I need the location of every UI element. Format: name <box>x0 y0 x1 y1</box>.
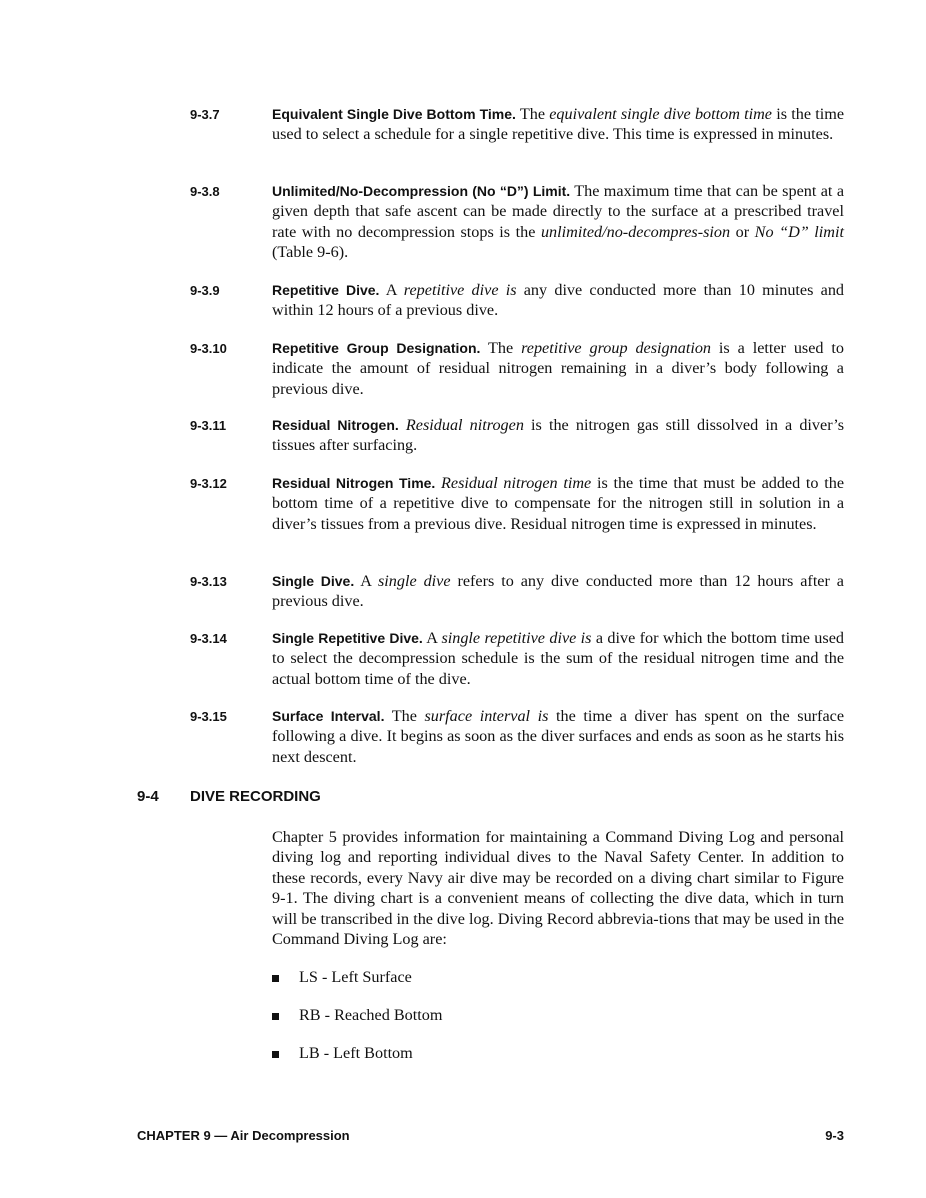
square-bullet-icon <box>272 975 279 982</box>
definition-term: Residual Nitrogen. <box>272 417 399 433</box>
definition-text <box>272 181 844 263</box>
list-item-text: LS - Left Surface <box>299 968 412 986</box>
text-segment: The maximum time that can be spent at a given depth that safe ascent can be made directly to the surface at a prescribed travel rate with no decompression stops is the <box>272 182 844 241</box>
definition-term: Repetitive Dive. <box>272 282 380 298</box>
text-segment: refers to any dive conducted more than 12 hours after a previous dive. <box>272 572 844 611</box>
text-segment: any dive conducted more than 10 minutes and within 12 hours of a previous dive. <box>272 281 845 320</box>
definition-number: 9-3.15 <box>190 709 227 724</box>
text-segment: A <box>379 281 404 299</box>
text-segment: The <box>515 105 550 123</box>
footer-page-number: 9-3 <box>825 1128 844 1143</box>
definition-number: 9-3.8 <box>190 184 220 199</box>
text-segment: is the time used to select a schedule for a single repetitive dive. This time is expressed in minutes. <box>272 105 844 144</box>
italic-term: equivalent single dive bottom time <box>549 105 772 123</box>
definition-term: Equivalent Single Dive Bottom Time. <box>272 106 516 122</box>
definition-term: Residual Nitrogen Time. <box>272 475 436 491</box>
definition-text <box>272 415 844 456</box>
definition-text <box>272 338 844 399</box>
italic-term: single dive <box>377 572 451 590</box>
section-title: DIVE RECORDING <box>190 788 321 805</box>
definition-number: 9-3.14 <box>190 631 227 646</box>
text-segment: is the nitrogen gas still dissolved in a diver’s tissues after surfacing. <box>272 416 844 455</box>
definition-number: 9-3.12 <box>190 476 227 491</box>
definition-number: 9-3.9 <box>190 283 220 298</box>
square-bullet-icon <box>272 1051 279 1058</box>
footer-chapter-title: CHAPTER 9 — Air Decompression <box>137 1128 350 1143</box>
section-number: 9-4 <box>137 788 159 805</box>
definition-number: 9-3.13 <box>190 574 227 589</box>
text-segment: The <box>384 707 425 725</box>
list-item-text: LB - Left Bottom <box>299 1044 413 1062</box>
italic-term: repetitive dive is <box>403 281 517 299</box>
text-segment: A <box>422 629 442 647</box>
definition-term: Unlimited/No-Decompression (No “D”) Limit. <box>272 183 571 199</box>
definition-term: Single Dive. <box>272 573 355 589</box>
text-segment: The <box>480 339 522 357</box>
square-bullet-icon <box>272 1013 279 1020</box>
definition-number: 9-3.11 <box>190 418 227 433</box>
definition-number: 9-3.10 <box>190 341 227 356</box>
text-segment: is the time that must be added to the bottom time of a repetitive dive to compensate for the nitrogen still in solution in a diver’s tissues from a previous dive. Residual nitrogen time is expressed in minutes. <box>272 474 844 533</box>
text-segment: A <box>354 572 378 590</box>
italic-term: Residual nitrogen <box>405 416 524 434</box>
section-paragraph: Chapter 5 provides information for maintaining a Command Diving Log and personal diving log and reporting individual dives to the Naval Safety Center. In addition to these records, every Navy air dive may be recorded on a diving chart similar to Figure 9-1. The diving chart is a convenient means of collecting the dive data, which in turn will be transcribed in the dive log. Diving Record abbrevia-tions that may be used in the Command Diving Log are: <box>272 828 844 949</box>
definition-text <box>272 706 844 767</box>
italic-term: single repetitive dive is <box>441 629 592 647</box>
italic-term: repetitive group designation <box>521 339 712 357</box>
definition-number: 9-3.7 <box>190 107 220 122</box>
definition-text <box>272 473 844 534</box>
definition-text <box>272 104 844 145</box>
definition-text <box>272 571 844 612</box>
italic-term: Residual nitrogen time <box>441 474 592 492</box>
definition-term: Single Repetitive Dive. <box>272 630 423 646</box>
definition-text <box>272 628 844 689</box>
italic-term: surface interval is <box>424 707 549 725</box>
definition-term: Repetitive Group Designation. <box>272 340 481 356</box>
text-segment: is a letter used to indicate the amount of residual nitrogen remaining in a diver’s body following a previous dive. <box>272 339 845 398</box>
text-segment: a dive for which the bottom time used to select the decompression schedule is the sum of the residual nitrogen time and the actual bottom time of the dive. <box>272 629 844 688</box>
text-segment: or <box>730 222 755 241</box>
list-item-text: RB - Reached Bottom <box>299 1006 443 1024</box>
definition-term: Surface Interval. <box>272 708 385 724</box>
text-segment <box>399 416 406 434</box>
italic-term: No “D” limit <box>754 222 844 241</box>
definition-text <box>272 280 844 321</box>
text-segment: the time a diver has spent on the surface following a dive. It begins as soon as the diver surfaces and ends as soon as he starts his next descent. <box>272 707 845 766</box>
italic-term: unlimited/no-decompres-sion <box>540 222 731 241</box>
text-segment: (Table 9-6). <box>272 243 349 262</box>
